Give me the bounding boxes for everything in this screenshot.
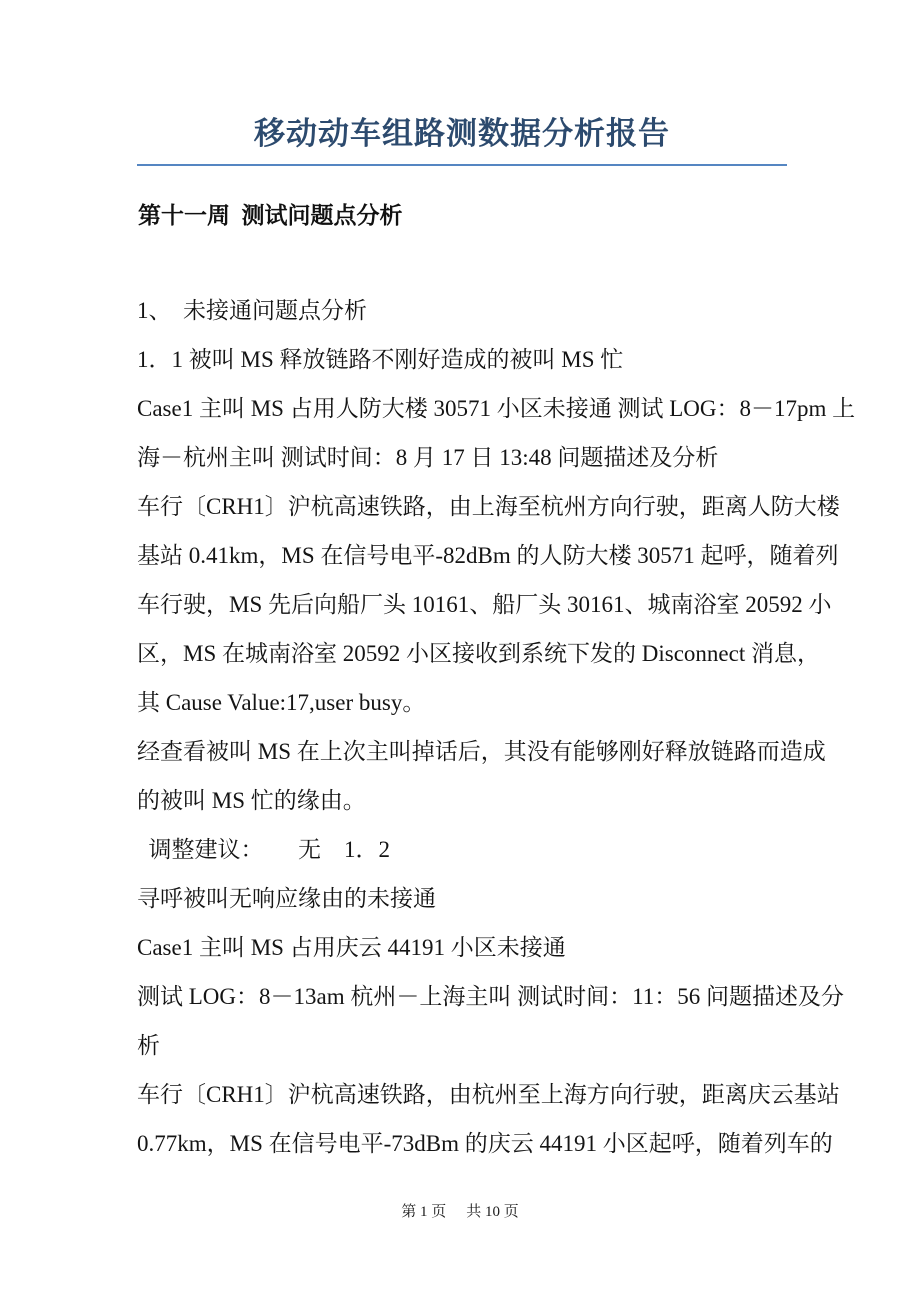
body-line: 测试 LOG：8－13am 杭州－上海主叫 测试时间：11：56 问题描述及分 [137,984,845,1009]
body-line: 1、 未接通问题点分析 [137,298,367,323]
body-line: 车行驶，MS 先后向船厂头 10161、船厂头 30161、城南浴室 20592 小 [137,592,832,617]
document-title: 移动动车组路测数据分析报告 [254,116,670,151]
body-line: 车行〔CRH1〕沪杭高速铁路，由杭州至上海方向行驶，距离庆云基站 [137,1082,840,1107]
document-body [137,286,856,1168]
body-line: 的被叫 MS 忙的缘由。 [137,788,366,813]
body-line: Case1 主叫 MS 占用庆云 44191 小区未接通 [137,935,566,960]
body-line: 区，MS 在城南浴室 20592 小区接收到系统下发的 Disconnect 消息， [137,641,820,666]
body-line: 寻呼被叫无响应缘由的未接通 [137,886,436,911]
body-line: 调整建议： 无 1．2 [137,837,390,862]
body-line: 基站 0.41km，MS 在信号电平-82dBm 的人防大楼 30571 起呼，随着列 [137,543,839,568]
page-total-label: 共 10 页 [466,1204,519,1220]
page-number-label: 第 1 页 [401,1204,447,1220]
body-line: 车行〔CRH1〕沪杭高速铁路，由上海至杭州方向行驶，距离人防大楼 [137,494,840,519]
document-subtitle: 第十一周 测试问题点分析 [138,203,403,228]
body-line: Case1 主叫 MS 占用人防大楼 30571 小区未接通 测试 LOG：8－17pm 上 [137,396,856,421]
body-line: 其 Cause Value:17,user busy。 [137,690,426,715]
body-line: 海－杭州主叫 测试时间：8 月 17 日 13:48 问题描述及分析 [137,445,719,470]
body-line: 经查看被叫 MS 在上次主叫掉话后，其没有能够刚好释放链路而造成 [137,739,826,764]
body-line: 0.77km，MS 在信号电平-73dBm 的庆云 44191 小区起呼，随着列车的 [137,1131,833,1156]
body-line: 1．1 被叫 MS 释放链路不刚好造成的被叫 MS 忙 [137,347,624,372]
body-line: 析 [137,1033,160,1058]
page-footer [0,1200,920,1221]
title-underline-rule [137,164,787,166]
